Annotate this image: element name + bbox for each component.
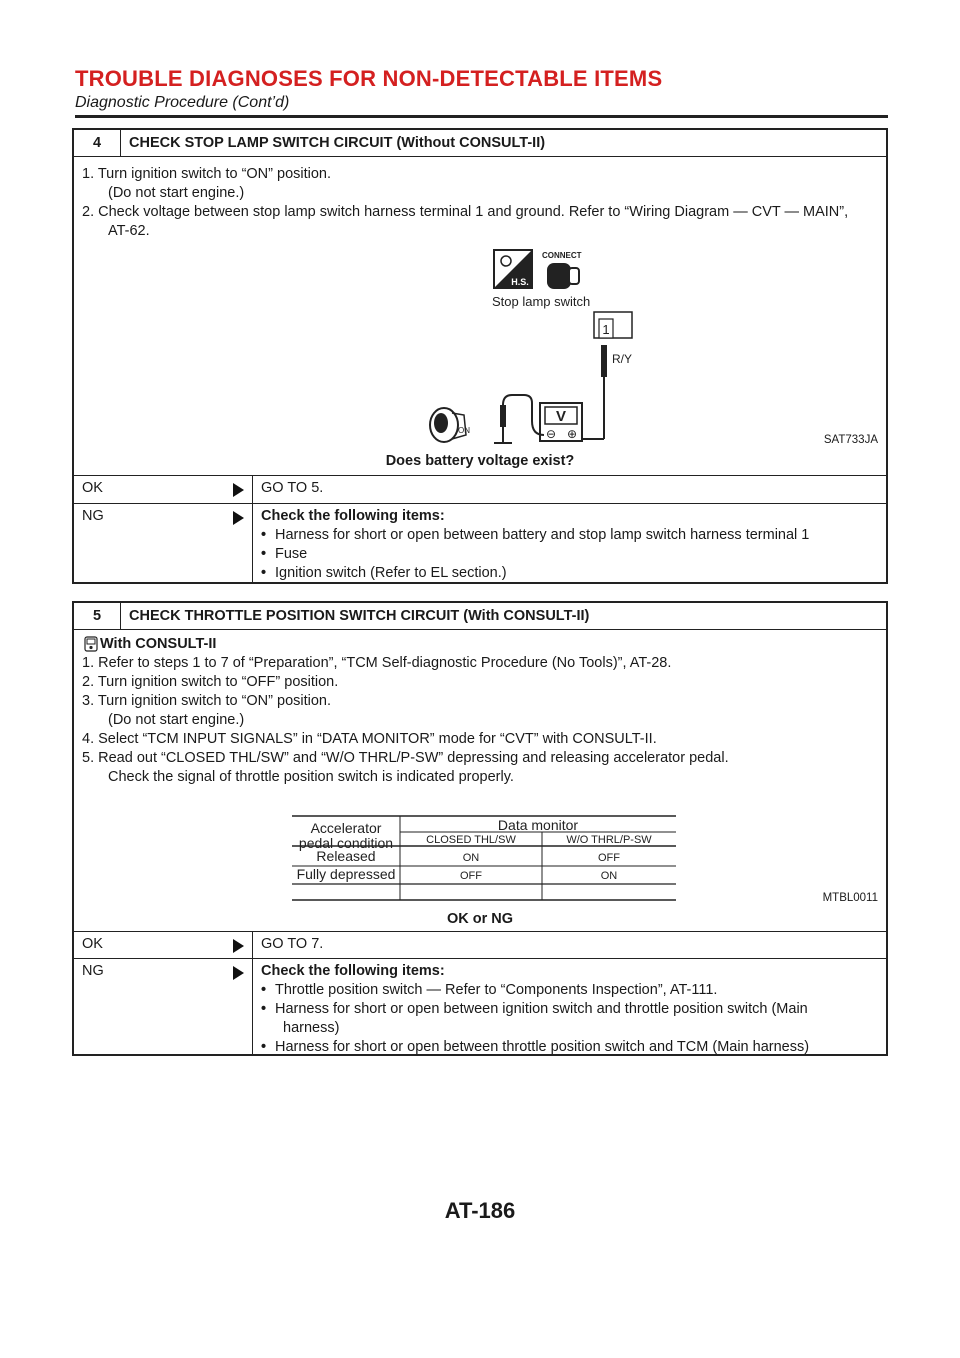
check-item: • Fuse [261,546,308,562]
instruction-line: (Do not start engine.) [108,185,245,201]
step-4-body [74,157,886,476]
instruction-line: (Do not start engine.) [108,712,245,728]
instruction-line: 2. Turn ignition switch to “OFF” position. [82,674,339,690]
header-rule [75,115,888,118]
check-item: • Harness for short or open between battery and stop lamp switch harness terminal 1 [261,527,810,543]
instruction-line: 5. Read out “CLOSED THL/SW” and “W/O THRL/P-SW” depressing and releasing accelerator pedal. [82,750,729,766]
plus-terminal: ⊕ [566,427,578,441]
table-header-cell: Accelerator [310,820,382,836]
instruction-line: AT-62. [108,223,150,239]
step-5-body [74,630,886,932]
minus-terminal: ⊖ [545,427,557,441]
step-5-box [72,601,888,1056]
wire-color-label: R/Y [612,352,633,366]
figure-code: MTBL0011 [822,892,878,904]
ignition-key-icon [430,408,470,442]
check-item: • Harness for short or open between throttle position switch and TCM (Main harness) [261,1039,810,1055]
check-item: • Throttle position switch — Refer to “Components Inspection”, AT-111. [261,982,718,998]
voltmeter-label: V [555,408,567,425]
result-row-ng [74,959,886,1054]
consult-icon [84,636,98,652]
step-question: OK or NG [446,911,514,927]
result-action [252,504,886,582]
connect-icon [542,251,582,289]
table-cell: OFF [598,852,620,864]
result-label: NG [74,959,252,1054]
data-monitor-table [288,790,678,902]
step-title: CHECK STOP LAMP SWITCH CIRCUIT (Without CONSULT-II) [129,135,546,151]
result-row-ok [74,476,886,504]
check-items-heading: Check the following items: [261,508,445,524]
instruction-line: 1. Refer to steps 1 to 7 of “Preparation”, “TCM Self-diagnostic Procedure (No Tools)”, AT-28. [82,655,672,671]
stop-lamp-switch-diagram [344,245,704,445]
table-cell: OFF [460,870,482,882]
table-cell: ON [600,870,618,882]
page-header-subtitle: Diagnostic Procedure (Cont’d) [75,94,290,111]
result-action: GO TO 7. [252,932,886,958]
table-header-cell: W/O THRL/P-SW [566,834,652,846]
table-cell: Released [316,848,376,864]
table-cell: Fully depressed [296,866,396,882]
result-row-ng [74,504,886,582]
terminal-number: 1 [602,322,610,337]
consult-label: With CONSULT-II [100,636,217,652]
check-item-continued: harness) [283,1020,340,1036]
result-action [252,959,886,1054]
step-number: 5 [74,603,121,629]
instruction-line: Check the signal of throttle position switch is indicated properly. [108,769,514,785]
connect-label: CONNECT [542,251,582,260]
hs-icon [494,250,532,288]
step-4-box [72,128,888,584]
step-4-header [74,130,886,157]
arrow-right-icon [233,511,244,525]
result-label: OK [74,476,252,503]
table-header-cell: CLOSED THL/SW [426,834,516,846]
step-question: Does battery voltage exist? [385,453,575,469]
page-header-title: TROUBLE DIAGNOSES FOR NON-DETECTABLE ITEMS [75,66,663,91]
check-items-heading: Check the following items: [261,963,445,979]
arrow-right-icon [233,483,244,497]
step-title: CHECK THROTTLE POSITION SWITCH CIRCUIT (With CONSULT-II) [129,608,590,624]
table-header-cell: pedal condition [298,835,394,851]
check-item: • Ignition switch (Refer to EL section.) [261,565,507,581]
table-cell: ON [462,852,480,864]
table-group-header: Data monitor [497,817,579,833]
instruction-line: 4. Select “TCM INPUT SIGNALS” in “DATA MONITOR” mode for “CVT” with CONSULT-II. [82,731,657,747]
arrow-right-icon [233,966,244,980]
page-number: AT-186 [444,1198,516,1223]
hs-label: H.S. [511,277,529,287]
instruction-line: 2. Check voltage between stop lamp switch harness terminal 1 and ground. Refer to “Wiring Diagram — CVT — MAIN”, [82,204,849,220]
result-action: GO TO 5. [252,476,886,503]
step-5-header [74,603,886,630]
arrow-right-icon [233,939,244,953]
step-number: 4 [74,130,121,156]
result-row-ok [74,932,886,959]
stop-lamp-switch-label: Stop lamp switch [492,294,591,309]
result-label: OK [74,932,252,958]
instruction-line: 1. Turn ignition switch to “ON” position. [82,166,332,182]
figure-code: SAT733JA [823,434,878,446]
key-on-label: ON [458,426,470,435]
result-label: NG [74,504,252,582]
instruction-line: 3. Turn ignition switch to “ON” position. [82,693,332,709]
check-item: • Harness for short or open between ignition switch and throttle position switch (Main [261,1001,808,1017]
